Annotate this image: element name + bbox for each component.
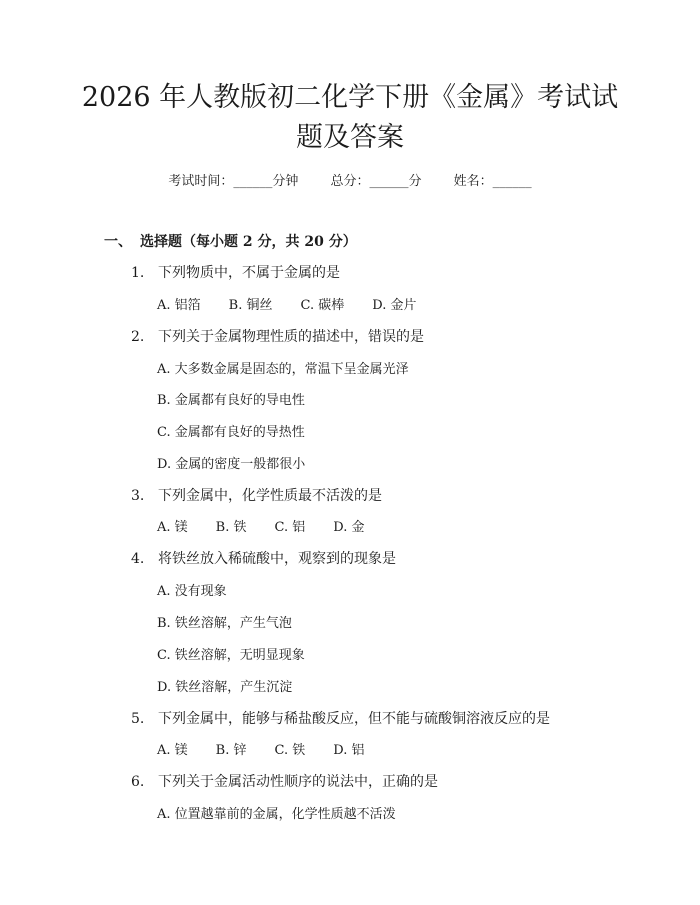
option-a: A. 铝箔 — [157, 298, 201, 313]
question-number: 1. — [131, 265, 145, 281]
question-3-options — [157, 516, 392, 535]
option-b: B. 铁 — [215, 520, 247, 535]
option-a: A. 没有现象 — [157, 584, 227, 599]
question-number: 6. — [131, 774, 145, 790]
question-3 — [131, 485, 382, 505]
question-text: 将铁丝放入稀硫酸中，观察到的现象是 — [158, 551, 396, 567]
title-line-2: 题及答案 — [296, 122, 404, 153]
question-5 — [131, 708, 550, 728]
question-1-options — [157, 294, 444, 313]
option-c: C. 铁丝溶解，无明显现象 — [157, 648, 305, 663]
question-text: 下列物质中，不属于金属的是 — [158, 265, 340, 281]
section-label: 选择题（每小题 2 分，共 20 分） — [140, 234, 357, 250]
option-a: A. 镁 — [157, 743, 188, 758]
option-d: D. 金属的密度一般都很小 — [157, 457, 306, 472]
question-text: 下列关于金属活动性顺序的说法中，正确的是 — [158, 774, 438, 790]
question-number: 2. — [131, 329, 145, 345]
question-number: 3. — [131, 488, 145, 504]
question-2 — [131, 326, 424, 346]
page-title — [60, 78, 640, 158]
section-number: 一、 — [104, 234, 132, 250]
exam-meta — [0, 170, 700, 189]
title-line-1: 2026 年人教版初二化学下册《金属》考试试 — [81, 82, 619, 113]
option-b: B. 铜丝 — [228, 298, 273, 313]
question-text: 下列金属中，能够与稀盐酸反应，但不能与硫酸铜溶液反应的是 — [158, 711, 550, 727]
total-score-field: 总分：______分 — [330, 174, 422, 189]
option-d: D. 铝 — [333, 743, 365, 758]
question-text: 下列金属中，化学性质最不活泼的是 — [158, 488, 382, 504]
option-c: C. 碳棒 — [300, 298, 345, 313]
question-4 — [131, 548, 396, 568]
option-a: A. 大多数金属是固态的，常温下呈金属光泽 — [157, 362, 409, 377]
option-b: B. 金属都有良好的导电性 — [157, 393, 305, 408]
question-6 — [131, 771, 438, 791]
option-b: B. 铁丝溶解，产生气泡 — [157, 616, 292, 631]
option-d: D. 金 — [333, 520, 365, 535]
option-c: C. 金属都有良好的导热性 — [157, 425, 305, 440]
option-c: C. 铁 — [274, 743, 306, 758]
question-number: 4. — [131, 551, 145, 567]
option-d: D. 金片 — [372, 298, 417, 313]
question-text: 下列关于金属物理性质的描述中，错误的是 — [158, 329, 424, 345]
student-name-field: 姓名：______ — [453, 174, 532, 189]
exam-time-field: 考试时间：______分钟 — [168, 174, 299, 189]
option-a: A. 位置越靠前的金属，化学性质越不活泼 — [157, 807, 396, 822]
question-5-options — [157, 739, 392, 758]
question-1 — [131, 262, 340, 282]
question-number: 5. — [131, 711, 145, 727]
option-b: B. 锌 — [215, 743, 247, 758]
option-c: C. 铝 — [274, 520, 306, 535]
option-a: A. 镁 — [157, 520, 188, 535]
section-heading — [104, 231, 357, 251]
option-d: D. 铁丝溶解，产生沉淀 — [157, 680, 293, 695]
